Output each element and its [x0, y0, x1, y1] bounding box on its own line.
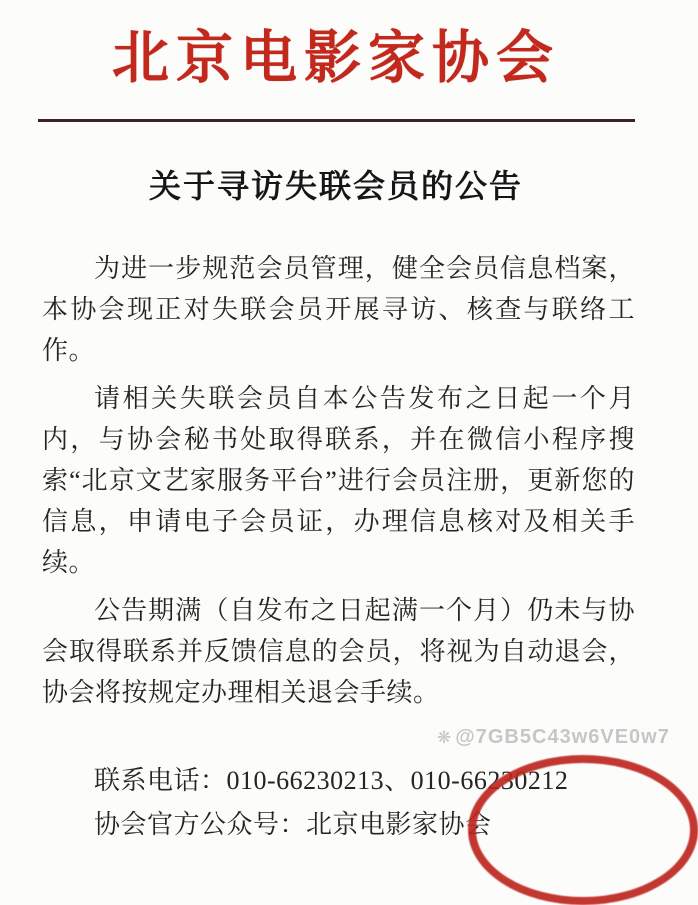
- announcement-document: [0, 26, 672, 839]
- watermark-id-text: @7GB5C43w6VE0w7: [455, 726, 670, 748]
- contact-account-label: 协会官方公众号：: [94, 810, 307, 839]
- photo-watermark: [437, 726, 670, 749]
- document-body: [0, 248, 672, 713]
- contact-account-name: 北京电影家协会: [306, 810, 492, 839]
- official-seal-arc: [468, 755, 698, 905]
- body-paragraph-3: 公告期满（自发布之日起满一个月）仍未与协会取得联系并反馈信息的会员，将视为自动退会，协会将按规定办理相关退会手续。: [42, 596, 635, 707]
- body-paragraph-1: 为进一步规范会员管理，健全会员信息档案，本协会现正对失联会员开展寻访、核查与联络工作。: [42, 254, 635, 365]
- watermark-flower-icon: ❋: [437, 728, 453, 747]
- document-title: 关于寻访失联会员的公告: [148, 168, 523, 204]
- organization-name-header: 北京电影家协会: [112, 27, 560, 90]
- header-divider: [38, 119, 635, 122]
- contact-phone-label: 联系电话：: [94, 766, 227, 795]
- contact-phone-numbers: 010-66230213、010-66230212: [226, 766, 569, 795]
- body-paragraph-2: 请相关失联会员自本公告发布之日起一个月内，与协会秘书处取得联系，并在微信小程序搜索“北京文艺家服务平台”进行会员注册，更新您的信息，申请电子会员证，办理信息核对及相关手续。: [42, 384, 635, 577]
